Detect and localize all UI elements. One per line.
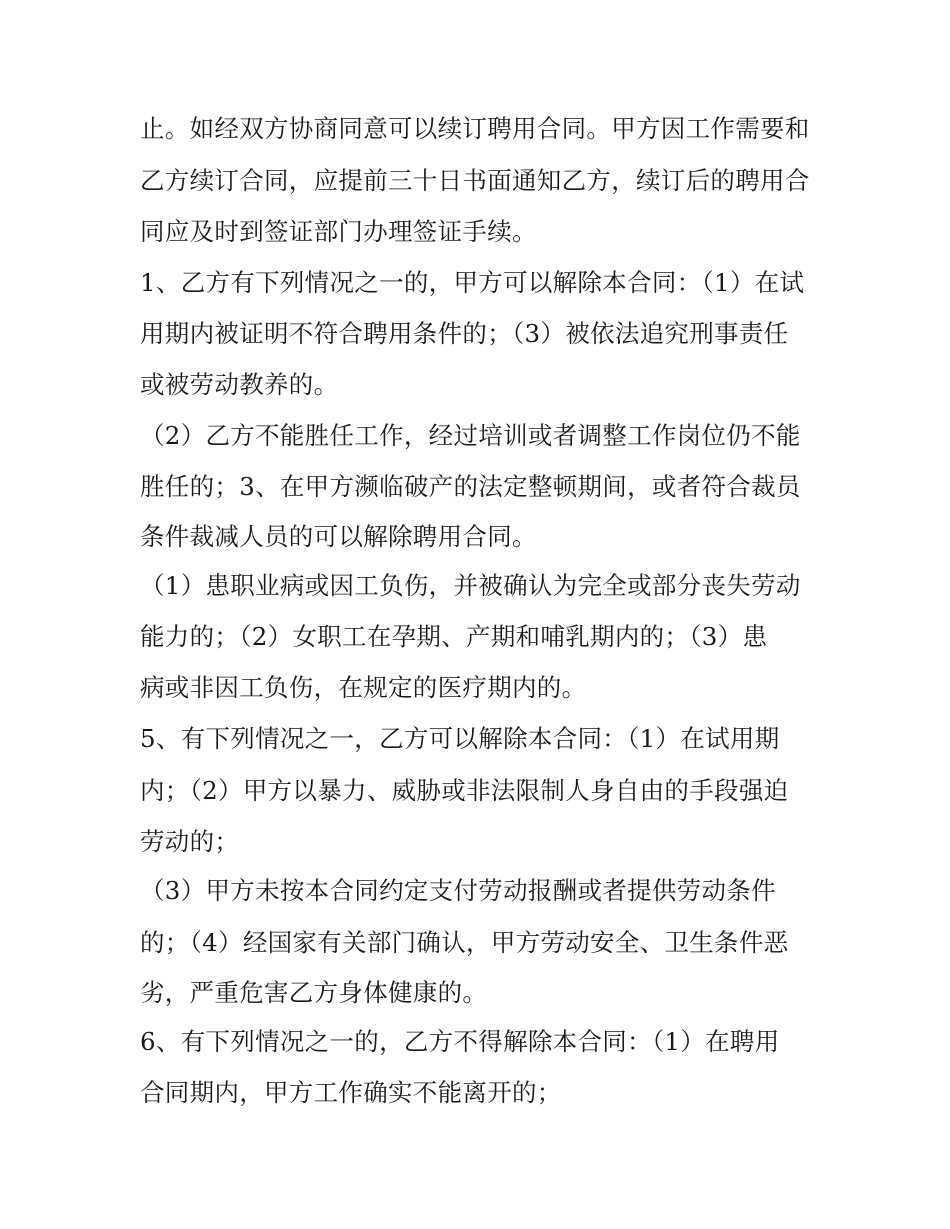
text-line: 5、有下列情况之一，乙方可以解除本合同：（1）在试用期: [140, 724, 780, 753]
text-line: 合同期内，甲方工作确实不能离开的；: [140, 1078, 562, 1107]
text-line: 条件裁减人员的可以解除聘用合同。: [140, 522, 537, 551]
text-line: 能力的；（2）女职工在孕期、产期和哺乳期内的；（3）患: [140, 622, 768, 651]
text-line: 乙方续订合同，应提前三十日书面通知乙方，续订后的聘用合: [140, 166, 810, 195]
text-line: 的；（4）经国家有关部门确认，甲方劳动安全、卫生条件恶: [140, 928, 789, 957]
text-line: 劣，严重危害乙方身体健康的。: [140, 978, 488, 1007]
text-line: 6、有下列情况之一的，乙方不得解除本合同：（1）在聘用: [140, 1027, 780, 1056]
text-line: 病或非因工负伤，在规定的医疗期内的。: [140, 673, 587, 702]
text-line: 或被劳动教养的。: [140, 370, 339, 399]
text-line: （2）乙方不能胜任工作，经过培训或者调整工作岗位仍不能: [140, 421, 801, 450]
text-line: 同应及时到签证部门办理签证手续。: [140, 217, 537, 246]
text-line: 用期内被证明不符合聘用条件的；（3）被依法追究刑事责任: [140, 319, 789, 348]
text-line: 止。如经双方协商同意可以续订聘用合同。甲方因工作需要和: [140, 114, 810, 143]
text-line: 胜任的；3、在甲方濒临破产的法定整顿期间，或者符合裁员: [140, 472, 801, 501]
text-line: （1）患职业病或因工负伤，并被确认为完全或部分丧失劳动: [140, 571, 801, 600]
text-line: 劳动的；: [140, 827, 240, 856]
text-line: 内；（2）甲方以暴力、威胁或非法限制人身自由的手段强迫: [140, 776, 789, 805]
text-line: 1、乙方有下列情况之一的，甲方可以解除本合同：（1）在试: [140, 268, 805, 297]
text-line: （3）甲方未按本合同约定支付劳动报酬或者提供劳动条件: [140, 876, 776, 905]
